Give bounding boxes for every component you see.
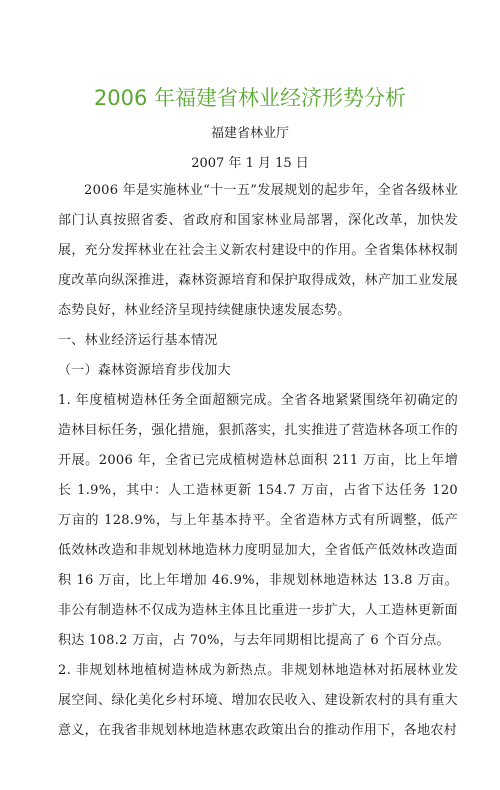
body-paragraph: 1. 年度植树造林任务全面超额完成。全省各地紧紧围绕年初确定的造林目标任务，强化措施，狠抓落实，扎实推进了营造林各项工作的开展。2006 年，全省已完成植树造林总面积 211 万亩，比上年增长 1.9%，其中：人工造林更新 154.7 万亩，占省下达任务 120 万亩的 128.9%，与上年基本持平。全省造林方式有所调整，低产低效林改造和非规划林地造林力度明显加大，全省低产低效林改造面积 16 万亩，比上年增加 46.9%，非规划林地造林达 13.8 万亩。非公有制造林不仅成为造林主体且比重进一步扩大，人工造林更新面积达 108.2 万亩，占 70%，与去年同期相比提高了 6 个百分点。 — [58, 393, 458, 648]
document-title: 2006 年福建省林业经济形势分析 — [93, 86, 407, 110]
publish-date: 2007 年 1 月 15 日 — [191, 156, 309, 171]
intro-paragraph: 2006 年是实施林业“十一五”发展规划的起步年，全省各级林业部门认真按照省委、省政府和国家林业局部署，深化改革，加快发展，充分发挥林业在社会主义新农村建设中的作用。全省集体林权制度改革向纵深推进，森林资源培育和保护取得成效，林产加工业发展态势良好，林业经济呈现持续健康快速发展态势。 — [58, 183, 458, 318]
section-heading: 一、林业经济运行基本情况 — [58, 333, 218, 348]
author-organization: 福建省林业厅 — [210, 126, 289, 141]
body-paragraph: 2. 非规划林地植树造林成为新热点。非规划林地造林对拓展林业发展空间、绿化美化乡村环境、增加农民收入、建设新农村的具有重大意义，在我省非规划林地造林惠农政策出台的推动作用下，各地农村 — [58, 663, 458, 738]
subsection-heading: （一）森林资源培育步伐加大 — [58, 363, 231, 378]
document-body — [58, 176, 458, 746]
